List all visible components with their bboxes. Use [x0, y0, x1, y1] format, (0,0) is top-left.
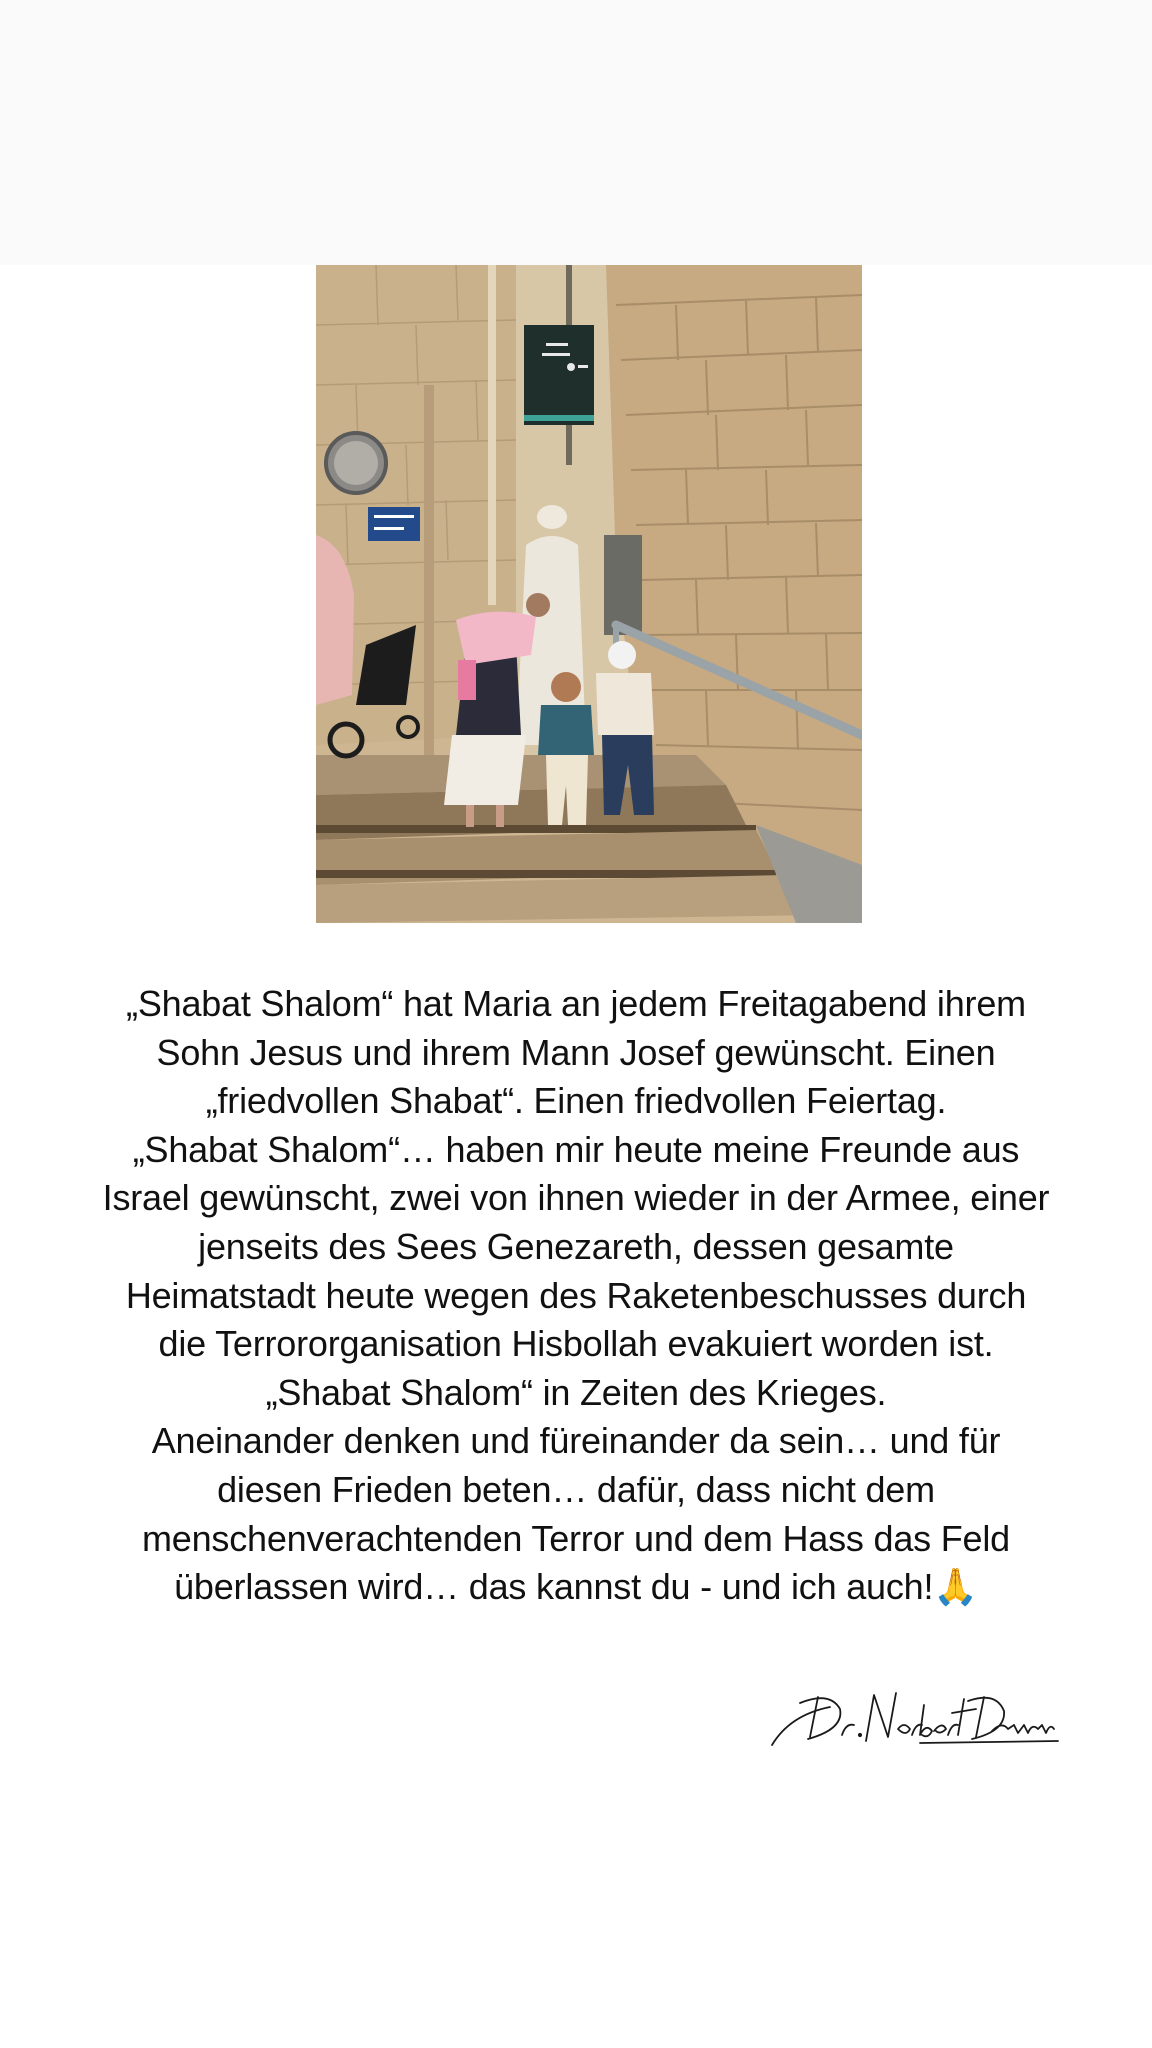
story-caption — [40, 980, 1112, 1612]
top-band — [0, 0, 1152, 265]
caption-line: „friedvollen Shabat“. Einen friedvollen Feiertag. — [205, 1080, 947, 1122]
caption-line: diesen Frieden beten… dafür, dass nicht dem — [217, 1468, 935, 1510]
caption-line: jenseits des Sees Genezareth, dessen gesamte — [198, 1225, 954, 1267]
caption-line: „Shabat Shalom“… haben mir heute meine Freunde aus — [132, 1128, 1020, 1170]
caption-line: „Shabat Shalom“ in Zeiten des Krieges. — [265, 1371, 887, 1413]
story-photo — [316, 265, 862, 923]
caption-line: Israel gewünscht, zwei von ihnen wieder in der Armee, einer — [102, 1177, 1050, 1219]
caption-line: überlassen wird… das kannst du - und ich auch!🙏 — [174, 1566, 978, 1608]
caption-line: Heimatstadt heute wegen des Raketenbeschusses durch — [125, 1274, 1027, 1316]
caption-line: die Terrororganisation Hisbollah evakuiert worden ist. — [158, 1323, 994, 1365]
caption-line: menschenverachtenden Terror und dem Hass das Feld — [141, 1517, 1011, 1559]
street-steps-photo — [316, 265, 862, 923]
caption-line: Aneinander denken und füreinander da sein… und für — [151, 1420, 1001, 1462]
directional-sign-icon — [524, 325, 594, 425]
signature-graphic — [770, 1685, 1060, 1765]
handwritten-signature — [770, 1685, 1060, 1765]
caption-line: Sohn Jesus und ihrem Mann Josef gewünscht. Einen — [156, 1031, 996, 1073]
caption-line: „Shabat Shalom“ hat Maria an jedem Freitagabend ihrem — [126, 983, 1026, 1024]
